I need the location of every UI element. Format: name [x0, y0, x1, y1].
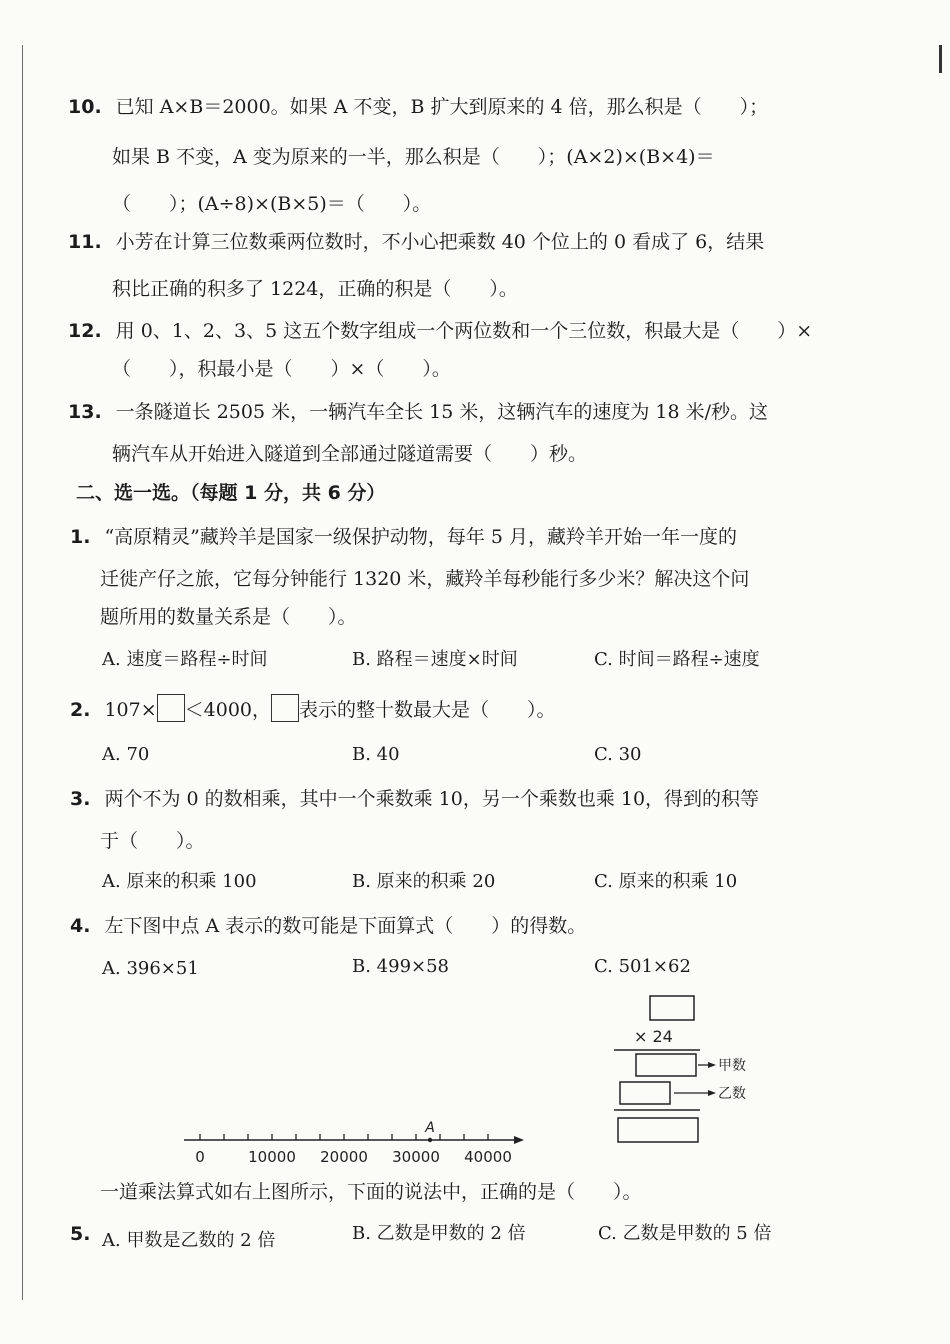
multiplicand-box — [650, 996, 694, 1020]
s4-line-1 — [70, 917, 586, 936]
s2-text-pre: 107× — [104, 699, 157, 721]
s1-line-2: 迁徙产仔之旅，它每分钟能行 1320 米，藏羚羊每秒能行多少米？解决这个问 — [100, 568, 750, 590]
q10-line-1 — [68, 98, 768, 117]
s4-option-a: A. 396×51 — [102, 958, 199, 979]
s2-option-a: A. 70 — [102, 744, 150, 765]
s5-line-1: 一道乘法算式如右上图所示，下面的说法中，正确的是（ ）。 — [100, 1181, 642, 1203]
point-a-marker — [428, 1138, 432, 1142]
s1-line-1 — [70, 528, 737, 547]
s1-text-1: “高原精灵”藏羚羊是国家一级保护动物，每年 5 月，藏羚羊开始一年一度的 — [104, 526, 738, 548]
s3-option-a: A. 原来的积乘 100 — [102, 871, 257, 892]
q13-line-1 — [68, 403, 768, 422]
product-box — [618, 1118, 698, 1142]
question-number: 11. — [68, 231, 102, 253]
question-number: 1. — [70, 526, 91, 548]
question-number: 12. — [68, 320, 102, 342]
s1-line-3: 题所用的数量关系是（ ）。 — [100, 606, 357, 628]
s2-text-post: 表示的整十数最大是（ ）。 — [299, 699, 556, 721]
question-number: 10. — [68, 96, 102, 118]
number-line-arrow — [514, 1136, 524, 1144]
yi-arrow-head — [708, 1090, 716, 1096]
q10-text-1: 已知 A×B＝2000。如果 A 不变，B 扩大到原来的 4 倍，那么积是（ ）； — [115, 96, 769, 118]
question-number: 4. — [70, 915, 91, 937]
s3-line-2: 于（ ）。 — [100, 830, 205, 852]
s2-line-1 — [70, 694, 556, 722]
s5-option-b: B. 乙数是甲数的 2 倍 — [352, 1223, 526, 1244]
s5-options-row — [70, 1225, 104, 1244]
s2-option-b: B. 40 — [352, 744, 400, 765]
q12-text-1: 用 0、1、2、3、5 这五个数字组成一个两位数和一个三位数，积最大是（ ）× — [115, 320, 813, 342]
page-edge-mark — [939, 45, 942, 73]
q10-line-2: 如果 B 不变，A 变为原来的一半，那么积是（ ）；(A×2)×(B×4)＝ — [112, 146, 715, 168]
tick-label: 30000 — [392, 1148, 440, 1166]
yi-box — [620, 1082, 670, 1104]
question-number: 5. — [70, 1223, 91, 1245]
s4-text-1: 左下图中点 A 表示的数可能是下面算式（ ）的得数。 — [104, 915, 587, 937]
s4-option-b: B. 499×58 — [352, 956, 450, 977]
q10-line-3: （ ）；(A÷8)×(B×5)＝（ ）。 — [112, 193, 432, 215]
tick-label: 10000 — [248, 1148, 296, 1166]
jia-box — [636, 1054, 696, 1076]
question-number: 2. — [70, 699, 91, 721]
s3-line-1 — [70, 790, 759, 809]
blank-box — [157, 694, 185, 722]
s2-text-mid: ＜4000， — [184, 699, 271, 721]
section-heading: 二、选一选。（每题 1 分，共 6 分） — [76, 482, 386, 504]
tick-label: 20000 — [320, 1148, 368, 1166]
s3-text-1: 两个不为 0 的数相乘，其中一个乘数乘 10，另一个乘数也乘 10，得到的积等 — [104, 788, 760, 810]
tick-label: 0 — [195, 1148, 205, 1166]
question-number: 3. — [70, 788, 91, 810]
s1-option-c: C. 时间＝路程÷速度 — [594, 649, 760, 670]
s3-option-c: C. 原来的积乘 10 — [594, 871, 738, 892]
s1-option-b: B. 路程＝速度×时间 — [352, 649, 518, 670]
q13-text-1: 一条隧道长 2505 米，一辆汽车全长 15 米，这辆汽车的速度为 18 米/秒。这 — [115, 401, 769, 423]
q11-line-1 — [68, 233, 764, 252]
s1-option-a: A. 速度＝路程÷时间 — [102, 649, 268, 670]
s5-option-c: C. 乙数是甲数的 5 倍 — [598, 1223, 772, 1244]
jia-label: 甲数 — [718, 1058, 746, 1074]
s3-option-b: B. 原来的积乘 20 — [352, 871, 496, 892]
s2-option-c: C. 30 — [594, 744, 642, 765]
q12-line-1 — [68, 322, 812, 341]
point-a-label: A — [425, 1120, 435, 1136]
multiplication-figure — [608, 992, 768, 1152]
q11-line-2: 积比正确的积多了 1224，正确的积是（ ）。 — [112, 278, 518, 300]
s5-option-a: A. 甲数是乙数的 2 倍 — [102, 1230, 276, 1251]
tick-label: 40000 — [464, 1148, 512, 1166]
yi-label: 乙数 — [718, 1086, 746, 1102]
s4-option-c: C. 501×62 — [594, 956, 691, 977]
q12-line-2: （ ），积最小是（ ）×（ ）。 — [112, 358, 451, 380]
multiplier-text: × 24 — [634, 1027, 673, 1046]
number-line-figure — [180, 1118, 530, 1168]
blank-box — [271, 694, 299, 722]
question-number: 13. — [68, 401, 102, 423]
q13-line-2: 辆汽车从开始进入隧道到全部通过隧道需要（ ）秒。 — [112, 443, 588, 465]
q11-text-1: 小芳在计算三位数乘两位数时，不小心把乘数 40 个位上的 0 看成了 6，结果 — [115, 231, 765, 253]
page-margin-line — [22, 45, 23, 1300]
jia-arrow-head — [708, 1062, 716, 1068]
